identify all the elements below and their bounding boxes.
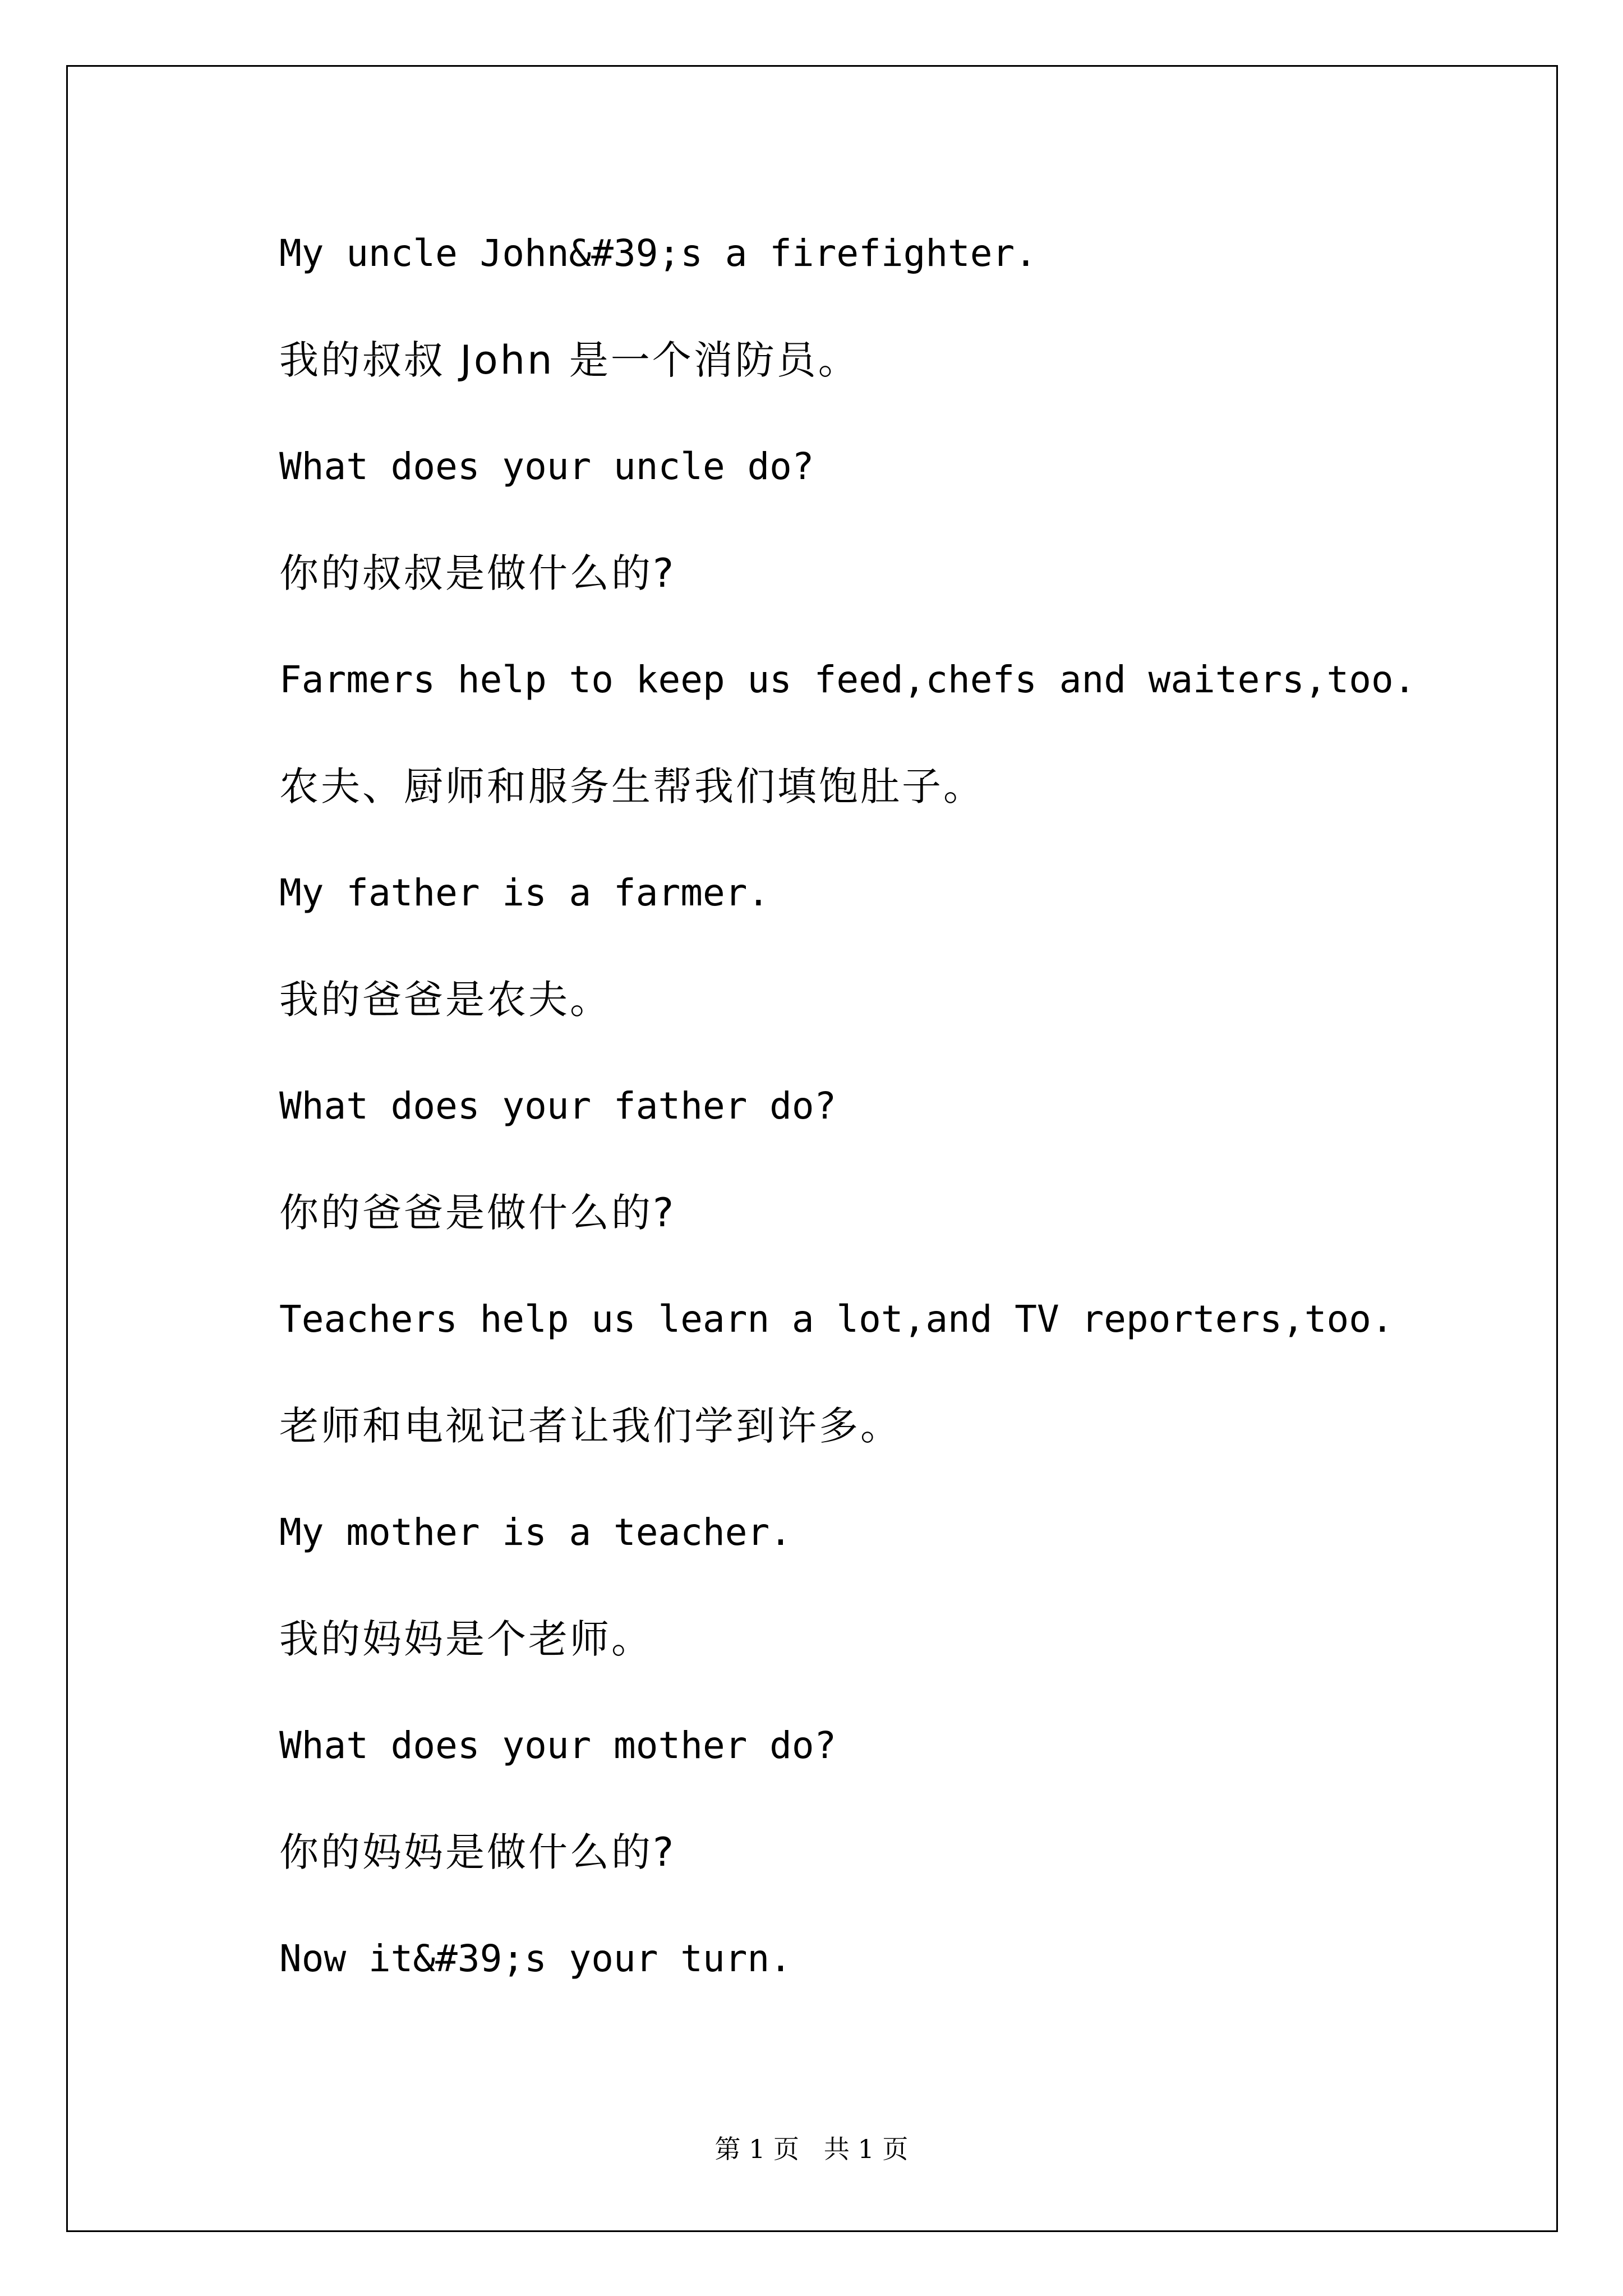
text-line-zh: 你的爸爸是做什么的?	[279, 1190, 676, 1236]
text-line-en: What does your father do?	[279, 1084, 837, 1128]
text-line-en: What does your mother do?	[279, 1724, 837, 1767]
text-line-zh: 你的妈妈是做什么的?	[279, 1829, 676, 1875]
text-line-en: Now it&#39;s your turn.	[279, 1937, 792, 1980]
text-line-zh: 我的妈妈是个老师。	[279, 1616, 653, 1662]
text-line-en: My father is a farmer.	[279, 871, 770, 914]
text-line-zh: 你的叔叔是做什么的?	[279, 550, 676, 596]
text-line-zh: 我的爸爸是农夫。	[279, 977, 611, 1023]
text-line-en: What does your uncle do?	[279, 445, 814, 488]
text-line-zh: 我的叔叔 John 是一个消防员。	[279, 337, 860, 383]
text-line-en: Teachers help us learn a lot,and TV reporters,too.	[279, 1297, 1394, 1341]
text-line-en: My mother is a teacher.	[279, 1511, 792, 1554]
page-footer: 第 1 页 共 1 页	[714, 2134, 909, 2164]
text-line-zh: 农夫、厨师和服务生帮我们填饱肚子。	[279, 763, 985, 809]
document-body	[279, 220, 1457, 2032]
text-line-en: My uncle John&#39;s a firefighter.	[279, 232, 1038, 275]
text-line-zh: 老师和电视记者让我们学到许多。	[279, 1403, 902, 1449]
text-line-en: Farmers help to keep us feed,chefs and waiters,too.	[279, 658, 1416, 701]
